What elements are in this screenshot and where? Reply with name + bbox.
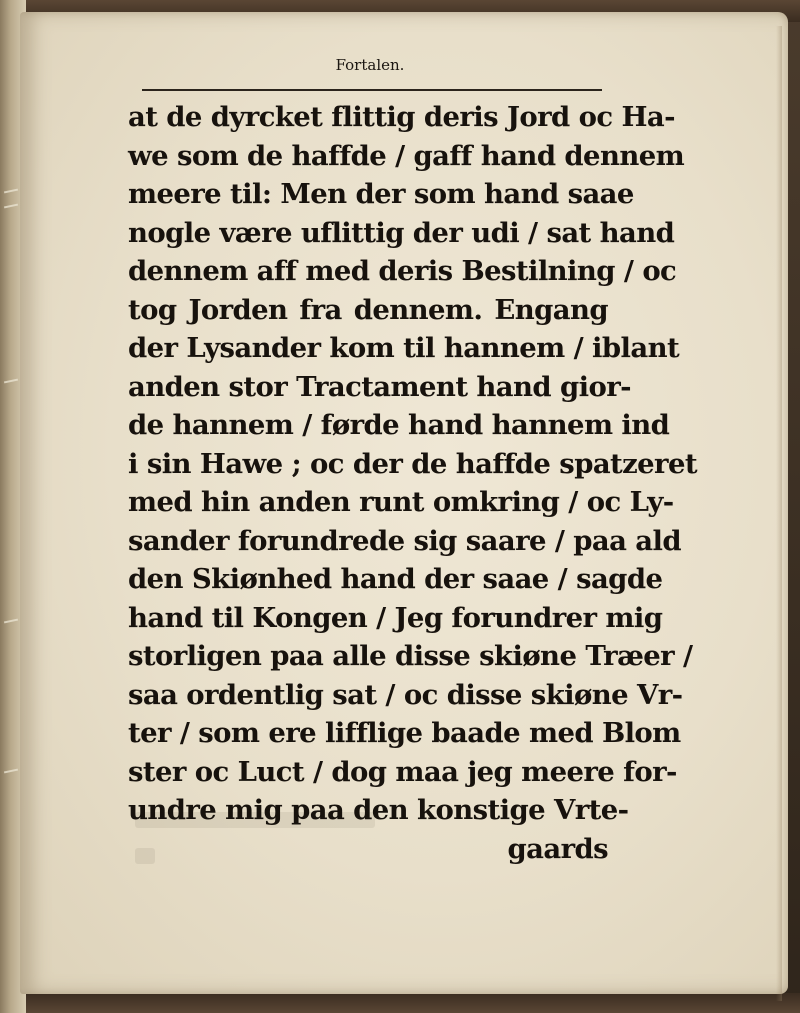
- text-line: ster oc Luct / dog maa jeg meere for-: [128, 755, 677, 788]
- text-line: anden stor Tractament hand gior-: [128, 370, 631, 403]
- text-line: storligen paa alle disse skiøne Træer /: [128, 640, 693, 672]
- text-line: dennem aff med deris Bestilning / oc: [128, 255, 677, 287]
- text-line: hand til Kongen / Jeg forundrer mig: [128, 601, 663, 634]
- binding-thread: [4, 619, 18, 624]
- text-line: sander forundrede sig saare / paa ald: [128, 524, 682, 557]
- body-text: [128, 98, 697, 868]
- text-line: i sin Hawe ; oc der de haffde spatzeret: [128, 447, 697, 480]
- book-cover-bottom-edge: [0, 993, 800, 1013]
- text-line: undre mig paa den konstige Vrte-: [128, 794, 629, 826]
- header-rule: [142, 89, 602, 91]
- binding-thread: [4, 189, 18, 194]
- text-line: at de dyrcket flittig deris Jord oc Ha-: [128, 101, 675, 133]
- text-line: saa ordentlig sat / oc disse skiøne Vr-: [128, 678, 683, 711]
- page-edge-shadow: [776, 26, 782, 1001]
- running-head: Fortalen.: [335, 56, 405, 74]
- text-line: de hannem / førde hand hannem ind: [128, 409, 670, 441]
- catchword: gaards: [507, 832, 608, 865]
- binding-thread: [4, 769, 18, 774]
- text-line: ter / som ere lifflige baade med Blom: [128, 717, 681, 749]
- binding-thread: [4, 379, 18, 384]
- text-line: meere til: Men der som hand saae: [128, 178, 634, 210]
- text-line: tog Jorden fra dennem. Engang: [128, 293, 608, 326]
- text-line: den Skiønhed hand der saae / sagde: [128, 563, 663, 595]
- binding-thread: [4, 204, 18, 209]
- text-line: we som de haffde / gaff hand dennem: [128, 139, 685, 172]
- text-line: nogle være uflittig der udi / sat hand: [128, 216, 675, 249]
- text-line: med hin anden runt omkring / oc Ly-: [128, 486, 674, 518]
- text-line: der Lysander kom til hannem / iblant: [128, 332, 680, 364]
